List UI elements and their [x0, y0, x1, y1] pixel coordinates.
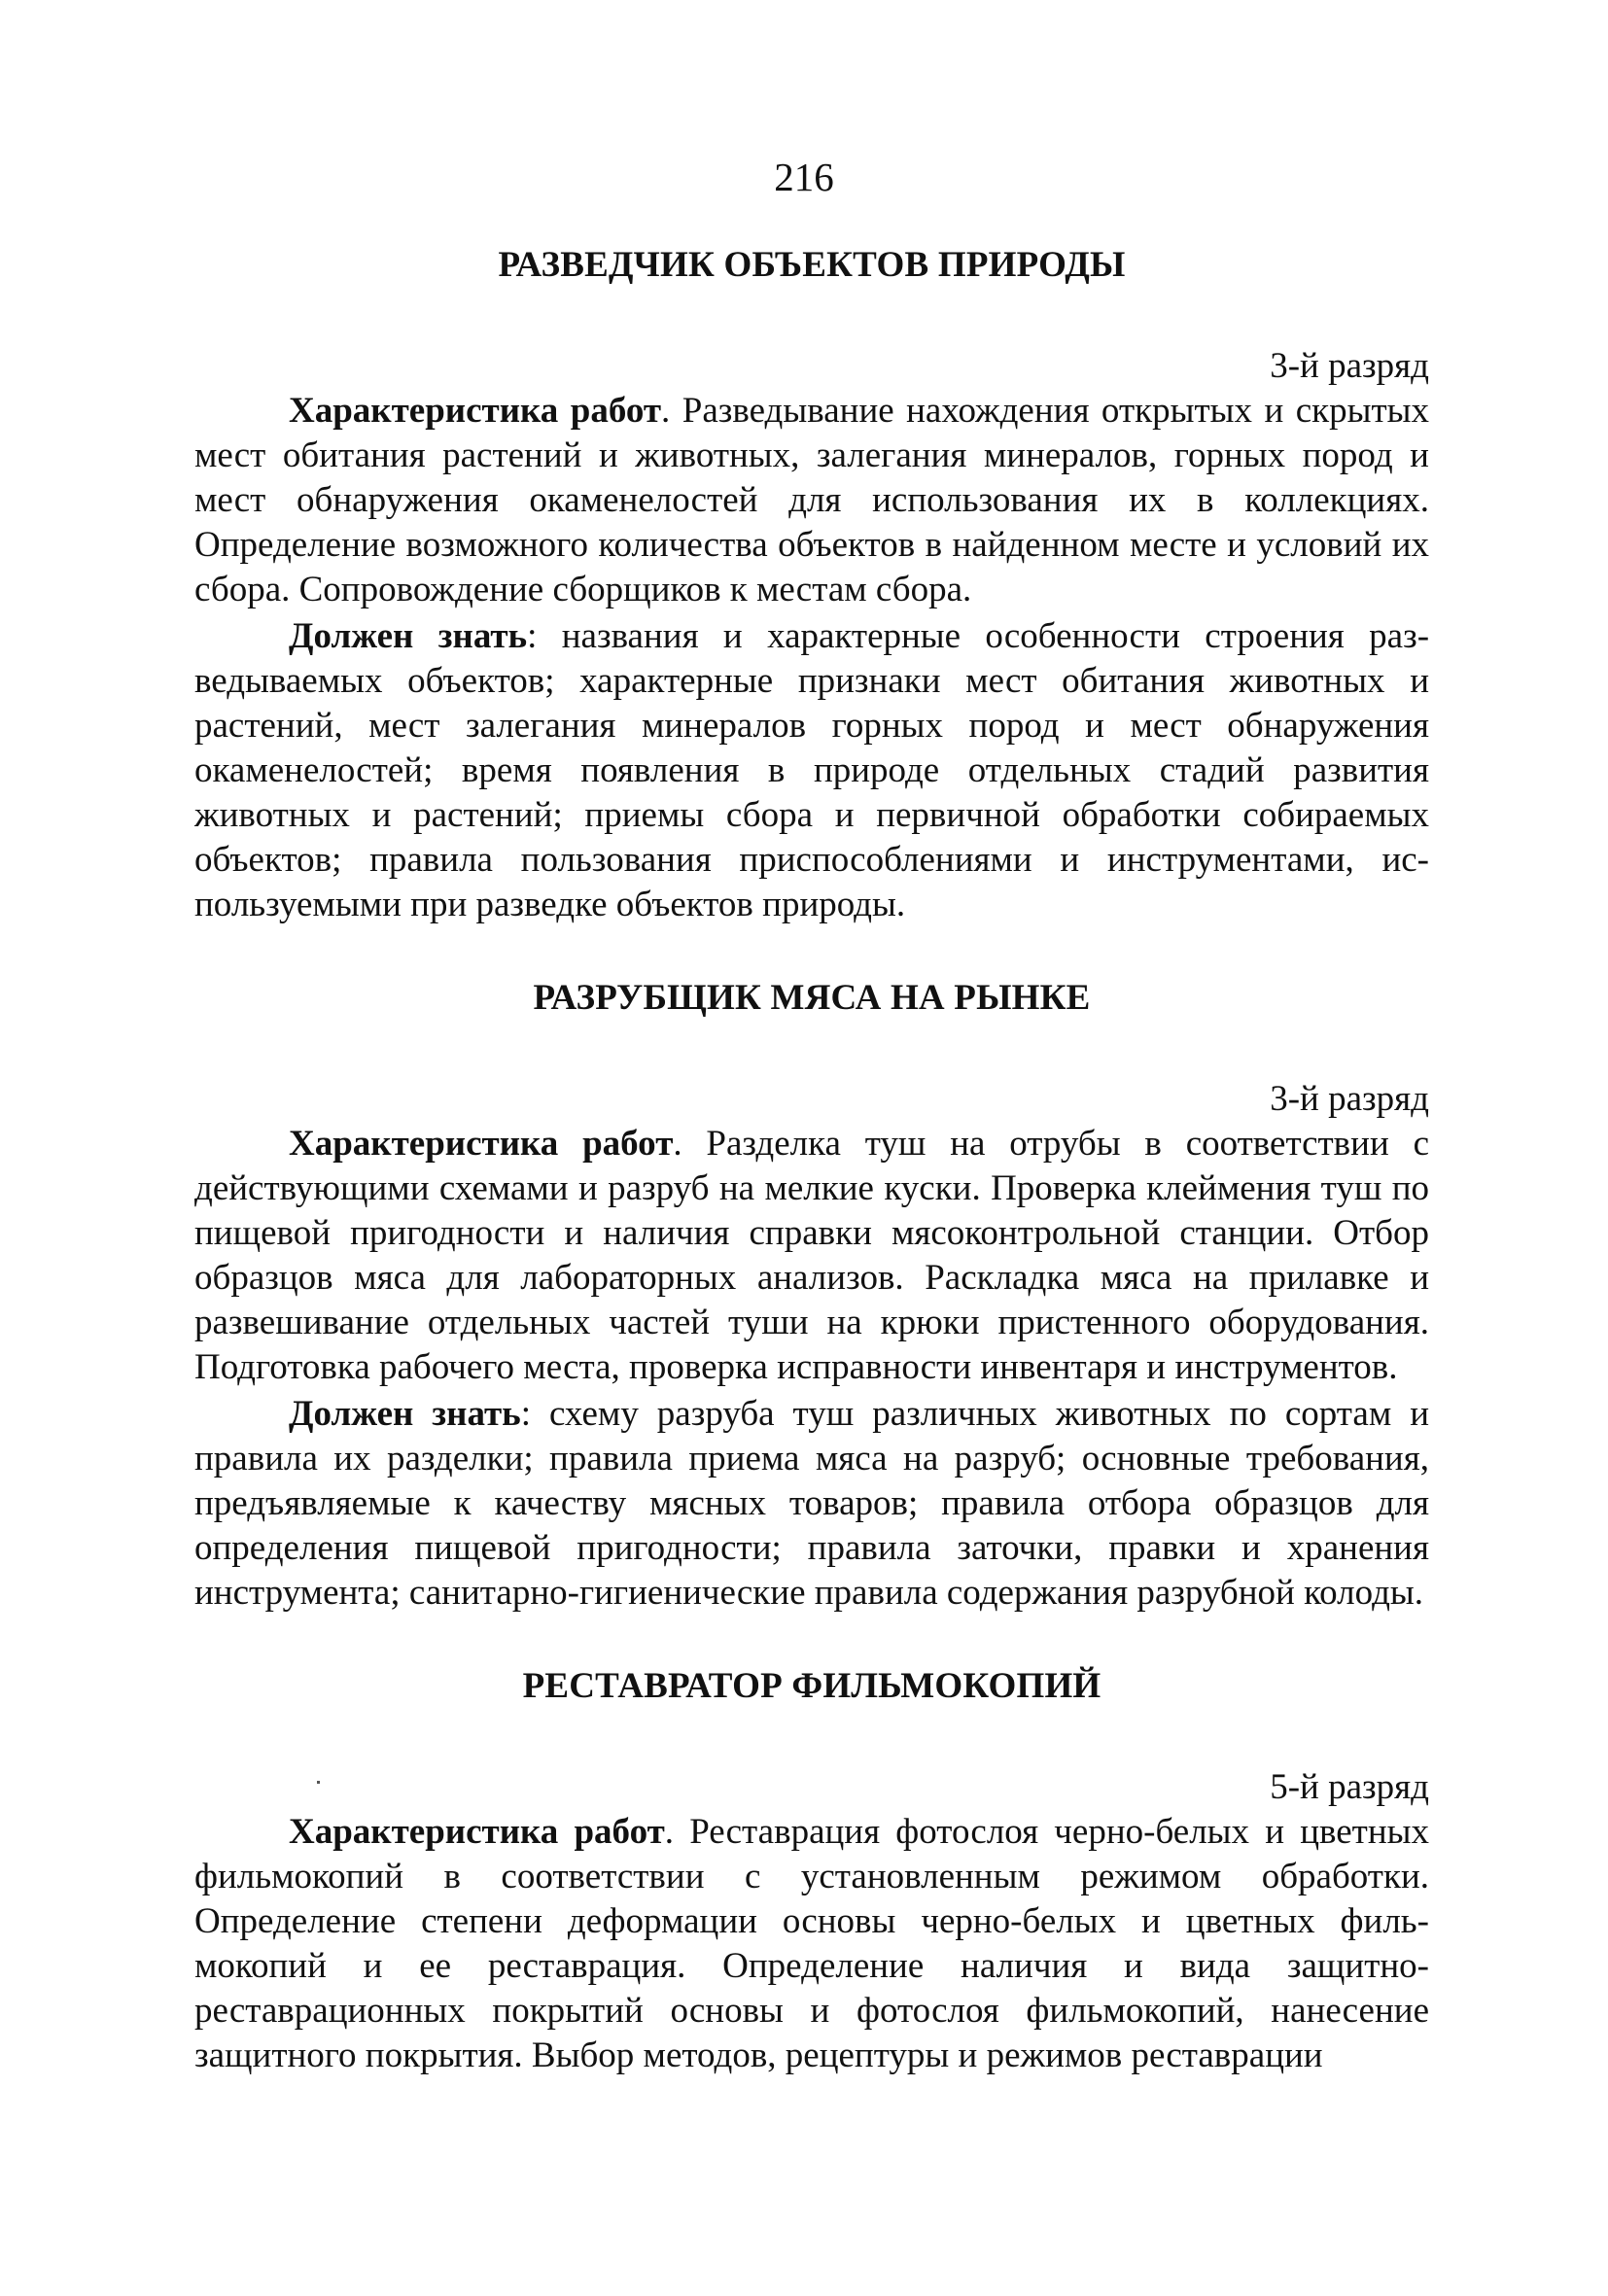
section-title: РАЗРУБЩИК МЯСА НА РЫНКЕ [533, 978, 1091, 1018]
characteristics-text: . Реставрация фотослоя черно-белых и цветных фильмокопий в соответствии с установленным режимом обработки. Определение степени деформации основы черно-белых и цветных фильмокопий и ее реставрация. Определение наличия и вида защитно-реставрационных покрытий основы и фотослоя фильмокопий, нанесение защитного покрытия. Выбор методов, рецептуры и режимов реставрации [194, 1812, 1430, 2075]
grade-label: 3-й разряд [1270, 1079, 1429, 1119]
characteristics-label: Характеристика работ [289, 391, 662, 431]
section-title: РЕСТАВРАТОР ФИЛЬМОКОПИЙ [522, 1666, 1101, 1706]
characteristics-text: . Разделка туш на отрубы в соответствии с действующими схемами и разруб на мелкие куски. Проверка клеймения туш по пищевой пригодности и наличия справки мясоконтрольной станции. Отбор образцов мяса для лабораторных анализов. Раскладка мяса на прилавке и развешивание отдельных частей туши на крюки пристенного оборудования. Подготовка рабочего места, проверка исправности инвентаря и инструментов. [194, 1124, 1429, 1387]
characteristics-paragraph [194, 389, 1429, 612]
section-meat-cutter [194, 976, 1429, 1616]
characteristics-label: Характеристика работ [289, 1124, 674, 1164]
section-film-restorer [194, 1664, 1429, 2078]
scan-speck [317, 1781, 320, 1784]
knowledge-paragraph [194, 1392, 1429, 1616]
knowledge-paragraph [194, 614, 1429, 927]
knowledge-label: Должен знать [289, 1394, 521, 1434]
characteristics-label: Характеристика работ [289, 1812, 665, 1852]
section-nature-scout [194, 243, 1429, 927]
characteristics-paragraph [194, 1122, 1429, 1390]
knowledge-text: : названия и характерные особенности строения разведываемых объектов; характерные признаки мест обитания животных и растений, мест залегания минералов горных пород и мест обнаружения окаменелостей; время появления в природе отдельных стадий развития животных и растений; приемы сбора и первичной обработки собираемых объектов; правила пользования приспособлениями и инструментами, используемыми при разведке объектов природы. [194, 616, 1430, 924]
characteristics-paragraph [194, 1810, 1429, 2078]
knowledge-label: Должен знать [289, 616, 528, 656]
section-title: РАЗВЕДЧИК ОБЪЕКТОВ ПРИРОДЫ [498, 245, 1126, 285]
knowledge-text: : схему разруба туш различных животных по сортам и правила их разделки; правила приема мяса на разруб; основные требования, предъявляемые к качеству мясных товаров; правила отбора образцов для определения пищевой пригодности; правила заточки, правки и хранения инструмента; санитарно-гигиенические правила содержания разрубной колоды. [194, 1394, 1430, 1613]
grade-label: 3-й разряд [1270, 346, 1429, 386]
grade-label: 5-й разряд [1270, 1767, 1429, 1807]
page-number: 216 [774, 155, 834, 199]
text-column [194, 243, 1429, 2080]
characteristics-text: . Разведывание нахождения открытых и скрытых мест обитания растений и животных, залегания минералов, горных пород и мест обнаружения окаменелостей для использования их в коллекциях. Определение возможного количества объектов в найденном месте и условий их сбора. Сопровождение сборщиков к местам сбора. [194, 391, 1429, 609]
